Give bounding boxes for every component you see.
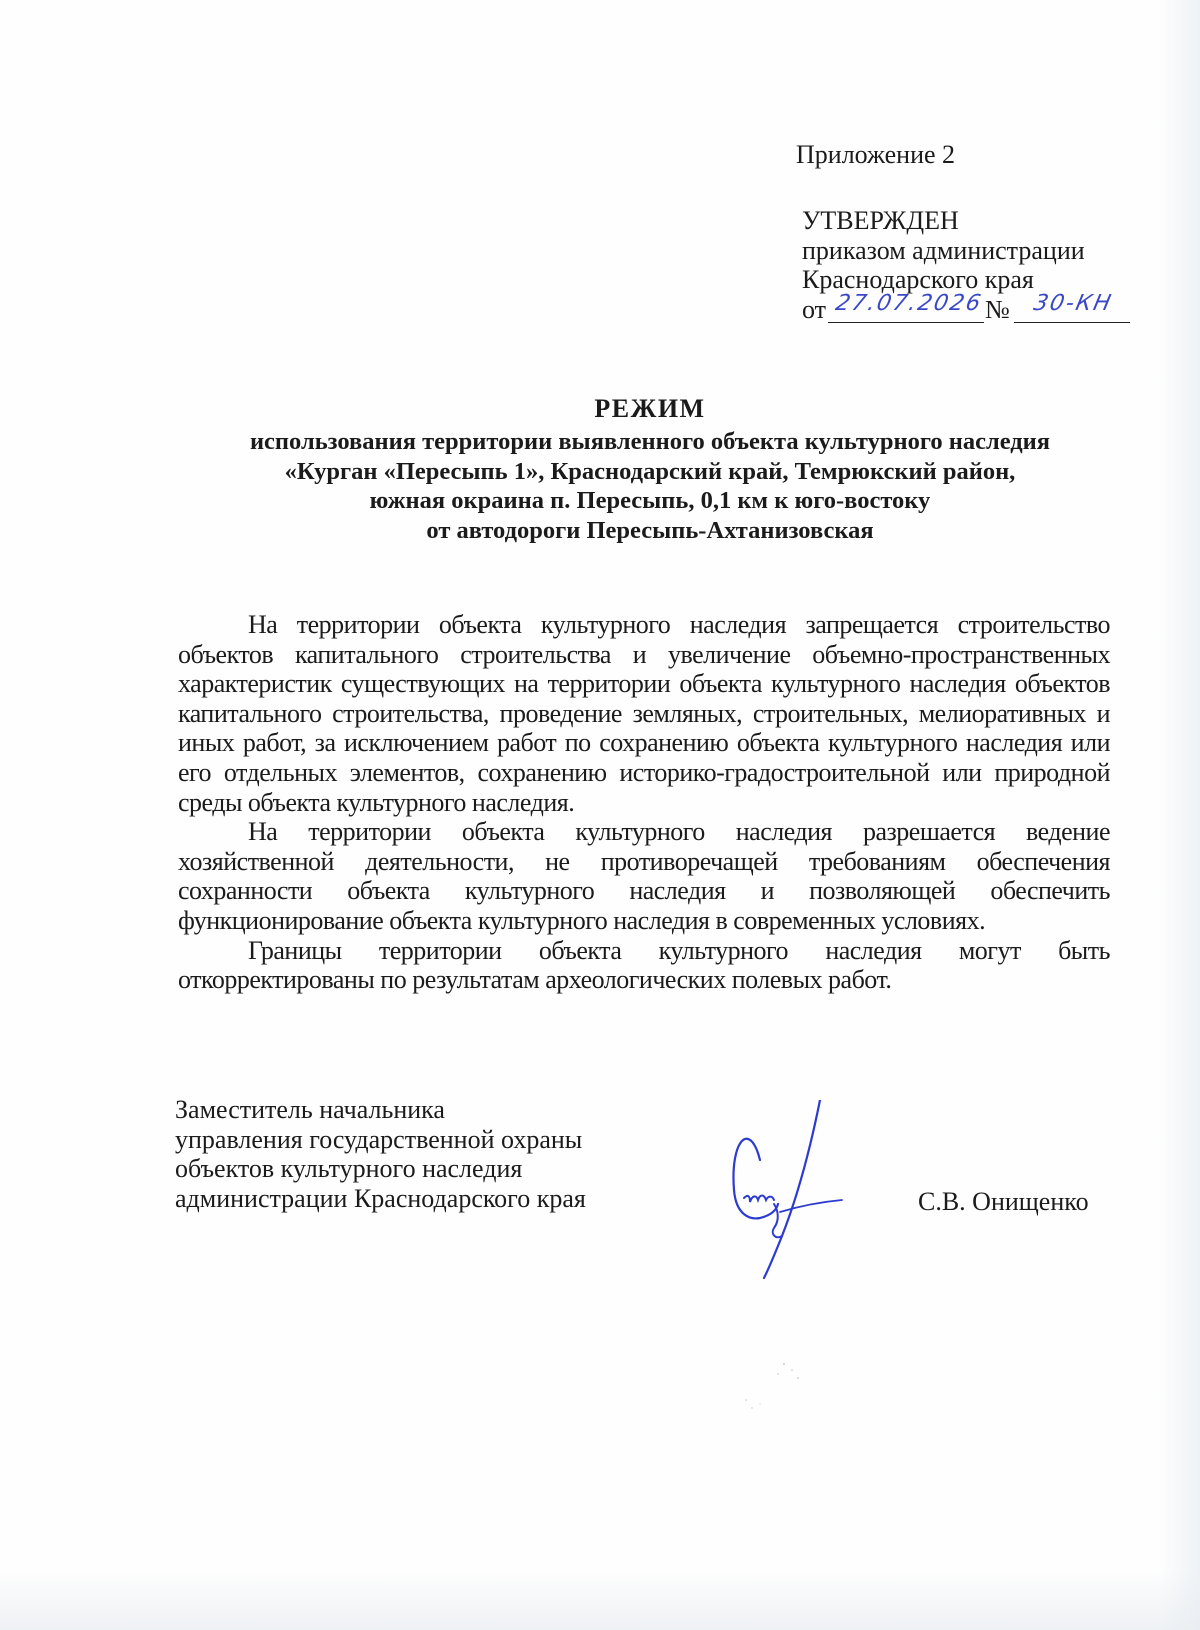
approval-block [802,206,1115,324]
signer-position-line: администрации Краснодарского края [175,1183,586,1213]
body-paragraph: Границы территории объекта культурного наследия могут быть откорректированы по результатам археологических полевых работ. [178,935,1110,995]
title-heading: РЕЖИМ [594,394,706,423]
title-line: «Курган «Пересыпь 1», Краснодарский край, Темрюкский район, [284,457,1016,485]
approved-region: Краснодарского края [802,265,1034,294]
document-body [178,610,1110,995]
scan-edge-shade [1158,0,1200,1630]
scan-speckles [740,1360,820,1420]
document-title [150,394,1150,545]
scan-bottom-shade [0,1570,1200,1630]
title-line: от автодороги Пересыпь-Ахтанизовская [426,516,874,544]
body-paragraph: На территории объекта культурного наследия разрешается ведение хозяйственной деятельности, не противоречащей требованиям обеспечения сохранности объекта культурного наследия и позволяющей обеспечить функционирование объекта культурного наследия в современных условиях. [178,817,1110,935]
date-prefix: от [802,294,827,324]
signer-position-line: Заместитель начальника [175,1095,445,1124]
title-line: южная окраина п. Пересыпь, 0,1 км к юго-востоку [369,487,931,514]
handwritten-number: 30-КН [1031,290,1115,316]
body-paragraph: На территории объекта культурного наследия запрещается строительство объектов капитального строительства и увеличение объемно-пространственных характеристик существующих на территории объекта культурного наследия объектов капитального строительства, проведение земляных, строительных, мелиоративных и иных работ, за исключением работ по сохранению объекта культурного наследия или его отдельных элементов, сохранению историко-градостроительной или природной среды объекта культурного наследия. [178,610,1110,817]
approved-by-order: приказом администрации [802,235,1085,265]
number-prefix: № [985,294,1010,324]
signer-position-line: объектов культурного наследия [175,1154,523,1183]
approved-label: УТВЕРЖДЕН [802,206,959,235]
signer-position-line: управления государственной охраны [175,1124,583,1154]
order-line [802,290,1115,325]
handwritten-signature [720,1100,860,1280]
title-line: использования территории выявленного объекта культурного наследия [249,428,1051,455]
signer-name: С.В. Онищенко [918,1187,1089,1216]
appendix-label: Приложение 2 [796,140,956,169]
handwritten-date: 27.07.2026 [833,290,985,316]
signer-position [175,1095,586,1213]
